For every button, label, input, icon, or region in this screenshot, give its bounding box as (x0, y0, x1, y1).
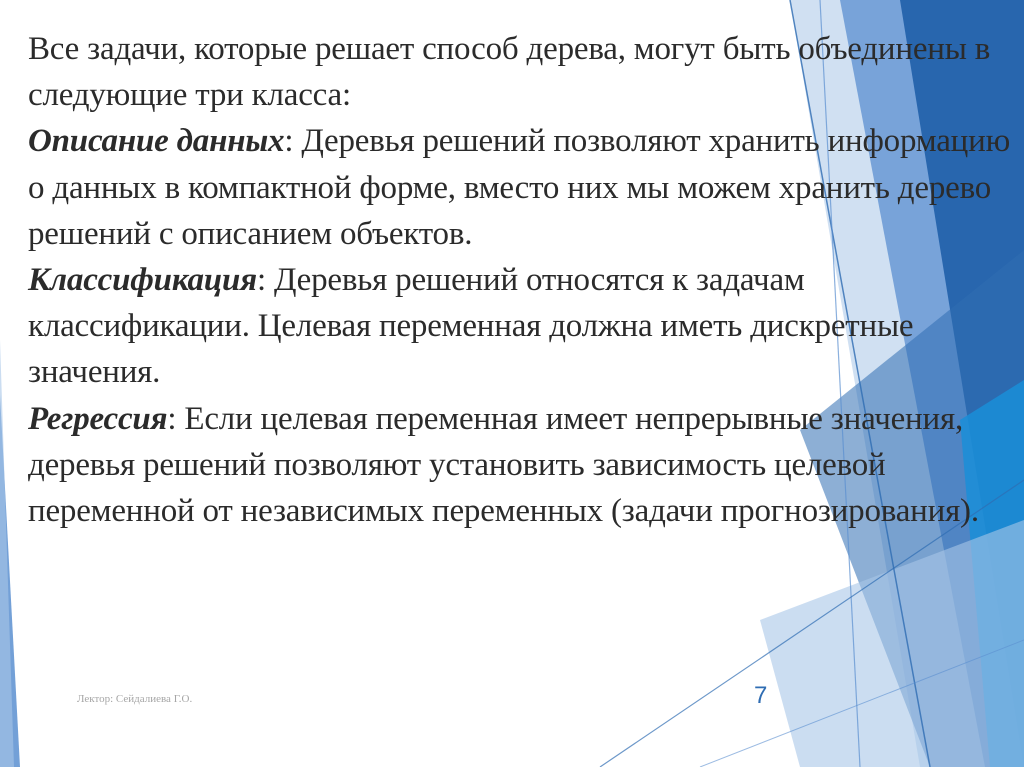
separator: : (256, 262, 266, 299)
left-edge-shape-light (0, 340, 14, 767)
page-number: 7 (754, 682, 768, 709)
intro-text: Все задачи, которые решает способ дерева, могут быть объединены в следующие три класса: (28, 31, 991, 114)
term-data-description: Описание данных (28, 123, 285, 160)
paragraph-text: Деревья решений позволяют хранить информацию о данных в компактной форме, вместо них мы можем хранить дерево решений с описанием объектов. (28, 123, 1011, 252)
separator: : (284, 123, 294, 160)
paragraph-data-description (28, 118, 1013, 257)
intro-paragraph (28, 26, 1013, 118)
slide-body (28, 26, 1013, 534)
paragraph-text: Если целевая переменная имеет непрерывные значения, деревья решений позволяют установить зависимость целевой переменной от независимых переменных (задачи прогнозирования). (28, 400, 979, 530)
paragraph-text: Деревья решений относятся к задачам классификации. Целевая переменная должна иметь дискретные значения. (28, 262, 914, 391)
separator: : (167, 400, 177, 437)
term-regression: Регрессия (28, 400, 168, 437)
footer-author: Лектор: Сейдалиева Г.О. (77, 693, 193, 705)
term-classification: Классификация (28, 262, 257, 299)
paragraph-regression (28, 396, 1013, 535)
paragraph-classification (28, 257, 1013, 396)
